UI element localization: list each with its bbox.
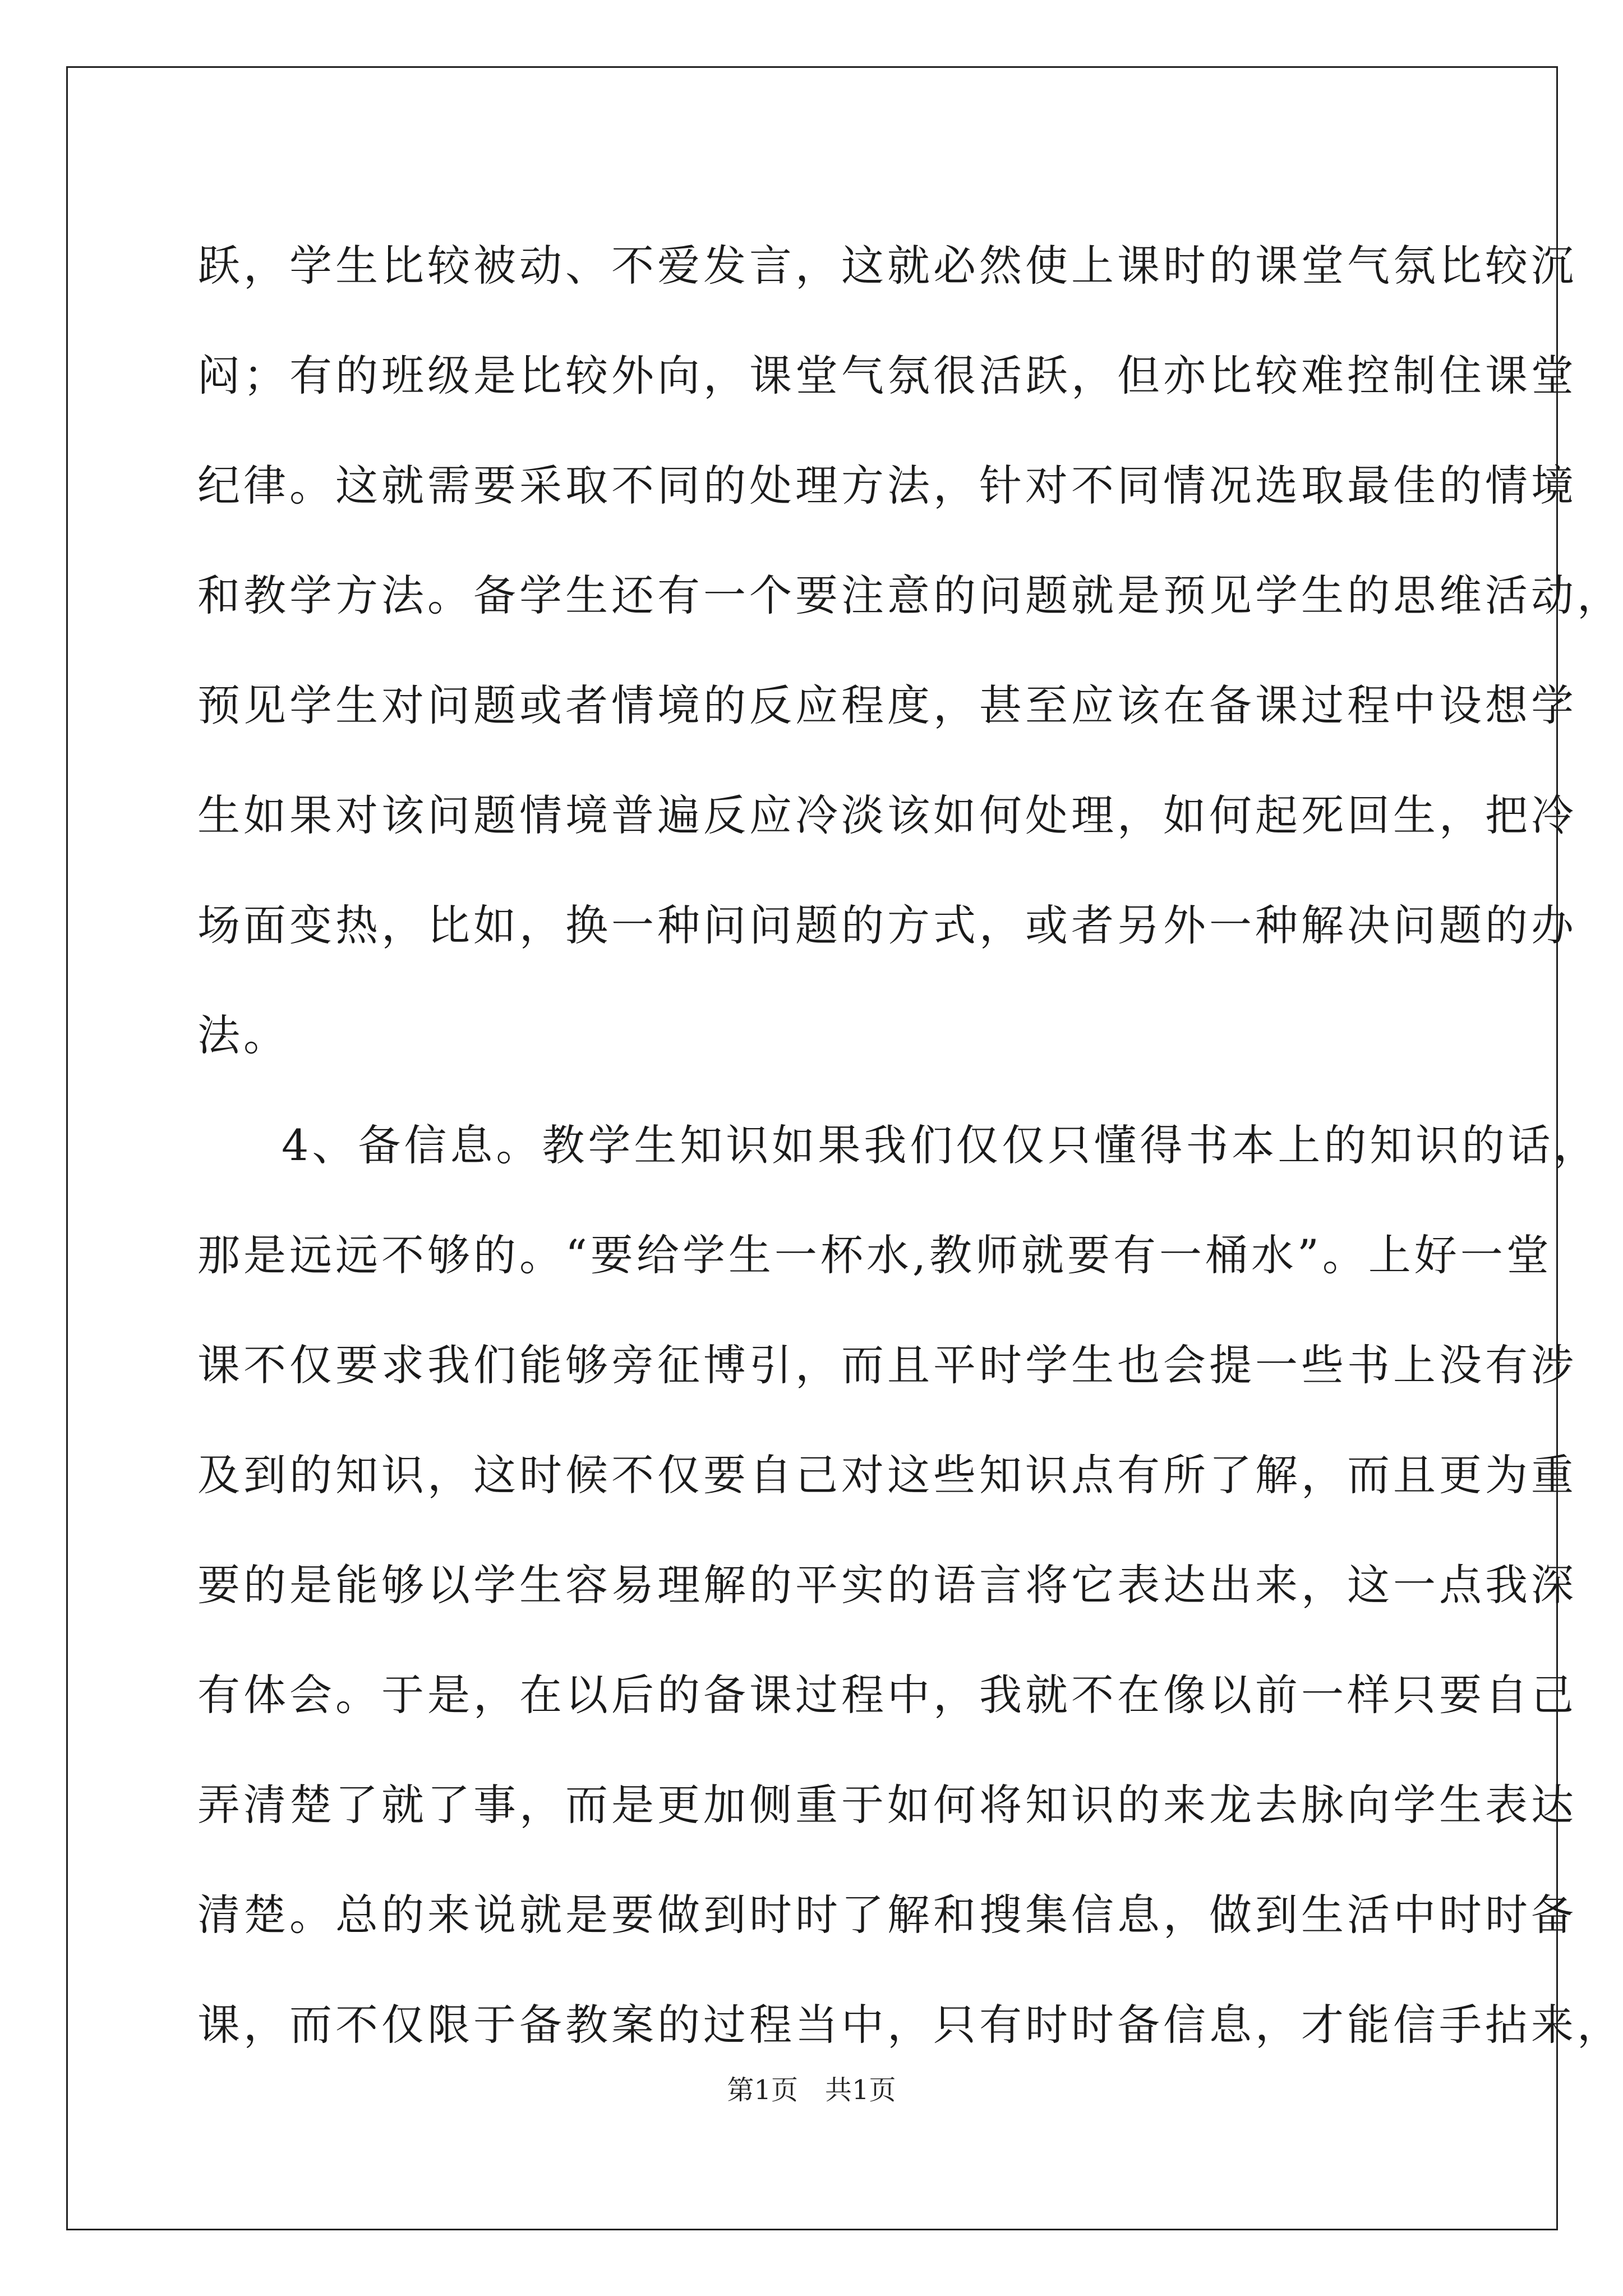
text-line: 和教学方法。备学生还有一个要注意的问题就是预见学生的思维活动， <box>197 570 1623 620</box>
text-line: 课，而不仅限于备教案的过程当中，只有时时备信息，才能信手拈来， <box>197 2000 1623 2050</box>
text-line: 及到的知识，这时候不仅要自己对这些知识点有所了解，而且更为重 <box>197 1450 1577 1500</box>
text-line: 预见学生对问题或者情境的反应程度，甚至应该在备课过程中设想学 <box>197 680 1577 730</box>
text-line: 法。 <box>197 1010 289 1060</box>
text-line: 课不仅要求我们能够旁征博引，而且平时学生也会提一些书上没有涉 <box>197 1340 1577 1390</box>
text-line: 4、备信息。教学生知识如果我们仅仅只懂得书本上的知识的话， <box>282 1120 1600 1170</box>
text-line: 要的是能够以学生容易理解的平实的语言将它表达出来，这一点我深 <box>197 1560 1577 1610</box>
text-line: 生如果对该问题情境普遍反应冷淡该如何处理，如何起死回生，把冷 <box>197 790 1577 840</box>
text-line: 纪律。这就需要采取不同的处理方法，针对不同情况选取最佳的情境 <box>197 461 1577 510</box>
text-line: 那是远远不够的。“要给学生一杯水,教师就要有一桶水”。上好一堂 <box>197 1230 1552 1280</box>
text-line: 有体会。于是，在以后的备课过程中，我就不在像以前一样只要自己 <box>197 1670 1577 1720</box>
document-body <box>197 211 1623 2080</box>
text-line: 跃，学生比较被动、不爱发言，这就必然使上课时的课堂气氛比较沉 <box>197 241 1577 291</box>
text-line: 弄清楚了就了事，而是更加侧重于如何将知识的来龙去脉向学生表达 <box>197 1780 1577 1830</box>
text-line: 闷；有的班级是比较外向，课堂气氛很活跃，但亦比较难控制住课堂 <box>197 351 1577 401</box>
page-number-footer: 第1页 共1页 <box>727 2074 896 2106</box>
paragraph-2 <box>197 1091 1623 2080</box>
paragraph-1 <box>197 211 1623 1091</box>
text-line: 清楚。总的来说就是要做到时时了解和搜集信息，做到生活中时时备 <box>197 1890 1577 1940</box>
text-line: 场面变热，比如，换一种问问题的方式，或者另外一种解决问题的办 <box>197 900 1577 950</box>
